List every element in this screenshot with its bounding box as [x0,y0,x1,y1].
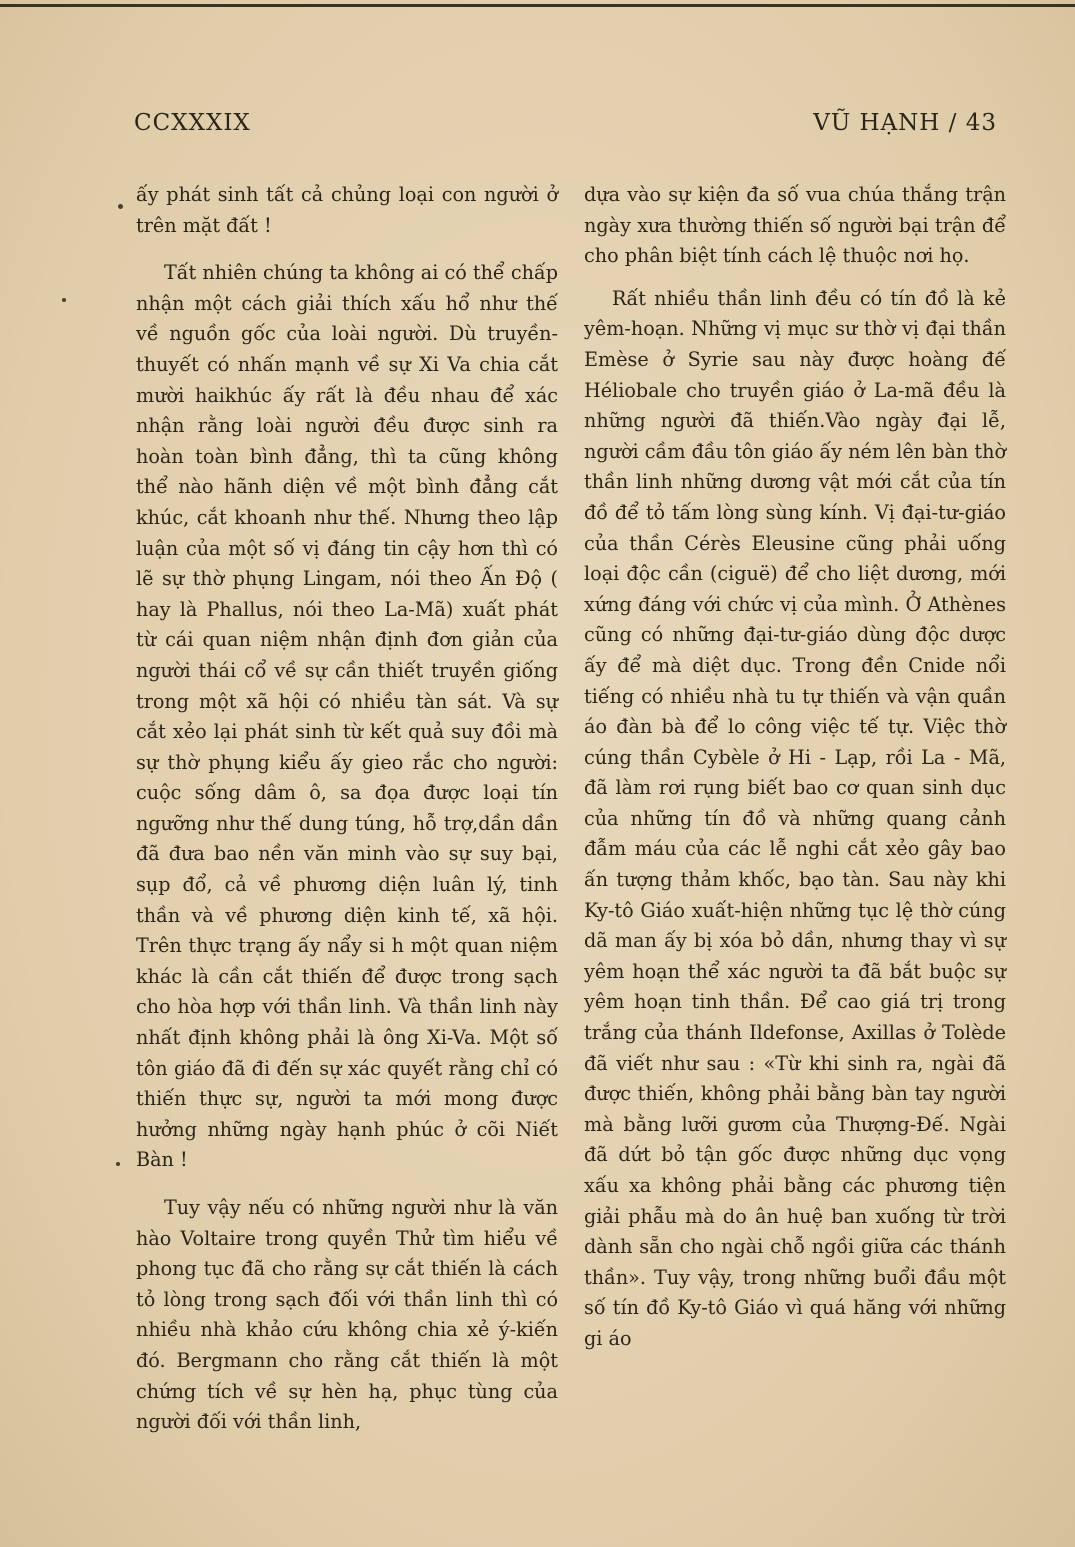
running-title-page-number: VŨ HẠNH / 43 [813,110,997,136]
right-column [584,180,1006,1355]
top-border-rule [0,4,1075,7]
ink-speck [118,204,123,209]
left-paragraph-3: Tuy vậy nếu có những người như là văn hào Voltaire trong quyền Thử tìm hiểu về phong tục đã cho rằng sự cắt thiến là cách tỏ lòng trong sạch đối với thần linh thì có nhiều nhà khảo cứu không chia xẻ ý-kiến đó. Bergmann cho rằng cắt thiến là một chứng tích về sự hèn hạ, phục tùng của người đối với thần linh, [136,1196,558,1434]
left-paragraph-1: ấy phát sinh tất cả chủng loại con người ở trên mặt đất ! [136,183,558,237]
ink-speck [116,1162,120,1166]
ink-speck [62,298,66,302]
left-column [136,180,558,1438]
right-paragraph-1: dựa vào sự kiện đa số vua chúa thắng trận ngày xưa thường thiến số người bại trận để cho phân biệt tính cách lệ thuộc nơi họ. [584,183,1006,268]
chapter-number: CCXXXIX [134,110,251,136]
right-paragraph-2: Rất nhiều thần linh đều có tín đồ là kẻ yêm-hoạn. Những vị mục sư thờ vị đại thần Emèse ở Syrie sau này được hoàng đế Héliobale cho truyền giáo ở La-mã đều là những người đã thiến.Vào ngày đại lễ, người cầm đầu tôn giáo ấy ném lên bàn thờ thần linh những dương vật mới cắt của tín đồ để tỏ tấm lòng sùng kính. Vị đại-tư-giáo của thần Cérès Eleusine cũng phải uống loại độc cần (ciguë) để cho liệt dương, mới xứng đáng với chức vị của mình. Ở Athènes cũng có những đại-tư-giáo dùng độc dược ấy để mà diệt dục. Trong đền Cnide nổi tiếng có nhiều nhà tu tự thiến và vận quần áo đàn bà để lo công việc tế tự. Việc thờ cúng thần Cybèle ở Hi - Lạp, rồi La - Mã, đã làm rơi rụng biết bao cơ quan sinh dục của những tín đồ và những quang cảnh đẫm máu của các lễ nghi cắt xẻo gây bao ấn tượng thảm khốc, bạo tàn. Sau này khi Ky-tô Giáo xuất-hiện những tục lệ thờ cúng dã man ấy bị xóa bỏ dần, nhưng thay vì sự yêm hoạn thể xác người ta đã bắt buộc sự yêm hoạn tinh thần. Để cao giá trị trong trắng của thánh Ildefonse, Axillas ở Tolède đã viết như sau : «Từ khi sinh ra, ngài đã được thiến, không phải bằng bàn tay người mà bằng lưỡi gươm của Thượng-Đế. Ngài đã dứt bỏ tận gốc được những dục vọng xấu xa không phải bằng các phương tiện giải phẫu mà do ân huệ ban xuống từ trời dành sẵn cho ngài chỗ ngồi giữa các thánh thần». Tuy vậy, trong những buổi đầu một số tín đồ Ky-tô Giáo vì quá hăng với những gi áo [584,286,1006,1350]
left-paragraph-2: Tất nhiên chúng ta không ai có thể chấp nhận một cách giải thích xấu hổ như thế về nguồn gốc của loài người. Dù truyền-thuyết có nhấn mạnh về sự Xi Va chia cắt mười haikhúc ấy rất là đều nhau để xác nhận rằng loài người đều được sinh ra hoàn toàn bình đẳng, thì ta cũng không thể nào hãnh diện về một bình đẳng cắt khúc, cắt khoanh như thế. Nhưng theo lập luận của một số vị đáng tin cậy hơn thì có lẽ sự thờ phụng Lingam, nói theo Ấn Độ ( hay là Phallus, nói theo La-Mã) xuất phát từ cái quan niệm nhận định đơn giản của người thái cổ về sự cần thiết truyền giống trong một xã hội có nhiều tàn sát. Và sự cắt xẻo lại phát sinh từ kết quả suy đồi mà sự thờ phụng kiểu ấy gieo rắc cho người: cuộc sống dâm ô, sa đọa được loại tín ngưỡng như thế dung túng, hỗ trợ,dần dần đã đưa bao nền văn minh vào sự suy bại, sụp đổ, cả về phương diện luân lý, tinh thần và về phương diện kinh tế, xã hội. Trên thực trạng ấy nẩy si h một quan niệm khác là cần cắt thiến để được trong sạch cho hòa hợp với thần linh. Và thần linh này nhất định không phải là ông Xi-Va. Một số tôn giáo đã đi đến sự xác quyết rằng chỉ có thiến thực sự, người ta mới mong được hưởng những ngày hạnh phúc ở cõi Niết Bàn ! [136,261,558,1172]
